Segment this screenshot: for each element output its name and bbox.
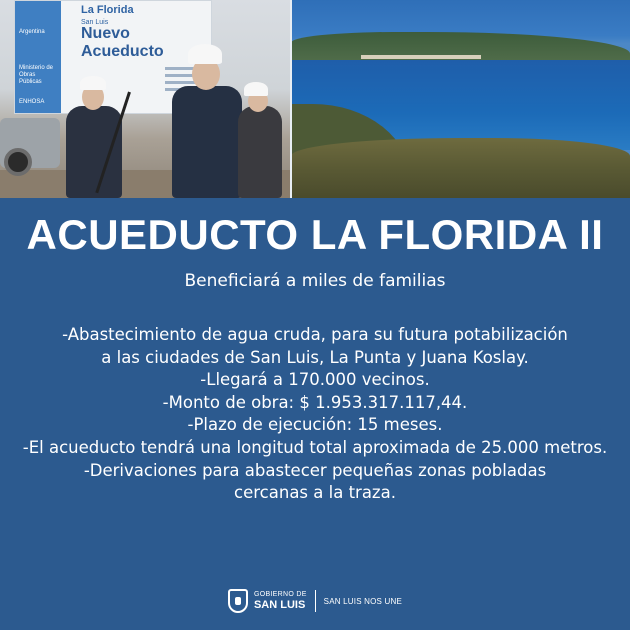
info-list [0,324,630,505]
sign-title-line1: Nuevo [81,25,130,42]
info-line: -Derivaciones para abastecer pequeñas zonas pobladas [83,460,547,480]
lake-photo [291,0,630,198]
shield-crest-icon [228,589,248,613]
info-line: cercanas a la traza. [234,483,396,503]
sign-band-text-3: ENHOSA [19,99,45,105]
sign-band-text-2: Ministerio de Obras Públicas [19,65,54,85]
government-logo [254,591,307,611]
person-2-helmet [188,44,222,64]
truck-wheel [4,148,32,176]
photo-divider [290,0,292,198]
sign-title [81,25,164,61]
main-title: ACUEDUCTO LA FLORIDA II [26,211,604,258]
info-line: -Plazo de ejecución: 15 meses. [187,415,443,435]
sign-logo-text: La Florida [81,4,134,16]
sign-band [15,1,61,113]
ceremony-photo [0,0,291,198]
person-1 [66,106,122,198]
sign-logo-sub: San Luis [81,19,109,26]
info-line: a las ciudades de San Luis, La Punta y Juana Koslay. [101,347,529,367]
footer [0,586,630,616]
info-line: -Monto de obra: $ 1.953.317.117,44. [162,392,468,412]
person-2 [172,86,242,198]
info-line: -Abastecimiento de agua cruda, para su futura potabilización [62,325,568,344]
info-line: -Llegará a 170.000 vecinos. [200,370,430,390]
subtitle: Beneficiará a miles de familias [184,271,446,291]
footer-divider [315,590,316,612]
scrubland [291,138,630,198]
person-1-helmet [80,76,106,90]
sign-title-line2: Acueducto [81,43,164,60]
footer-slogan: SAN LUIS NOS UNE [323,596,403,606]
gov-bottom-text: SAN LUIS [253,599,306,611]
photo-strip [0,0,630,198]
info-line: -El acueducto tendrá una longitud total aproximada de 25.000 metros. [22,437,608,457]
dam [361,55,481,59]
person-3 [238,106,282,198]
person-3-helmet [244,82,268,96]
sign-band-text-1: Argentina [19,29,45,35]
gov-top-text: GOBIERNO DE [253,591,307,598]
